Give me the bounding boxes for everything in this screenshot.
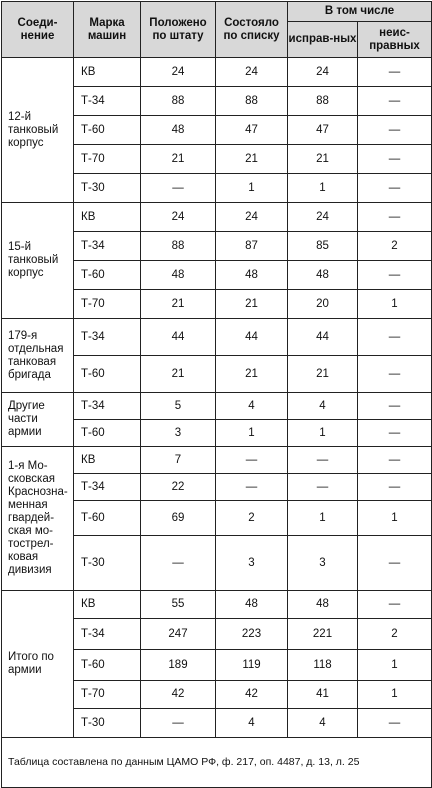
serviceable-cell: 85 <box>288 232 358 261</box>
on-hand-cell: 4 <box>216 709 288 738</box>
serviceable-cell: 3 <box>288 536 358 591</box>
table-row <box>2 393 432 420</box>
authorized-cell: 21 <box>141 145 216 174</box>
on-hand-cell: 3 <box>216 536 288 591</box>
serviceable-cell: 1 <box>288 501 358 536</box>
unserviceable-cell: — <box>358 356 432 393</box>
table-row <box>2 58 432 87</box>
serviceable-cell: 21 <box>288 145 358 174</box>
model-cell: Т-60 <box>74 420 141 447</box>
serviceable-cell: 48 <box>288 261 358 290</box>
unserviceable-cell: — <box>358 116 432 145</box>
authorized-cell: 48 <box>141 261 216 290</box>
header-unserviceable <box>358 22 432 58</box>
authorized-cell: — <box>141 174 216 203</box>
unserviceable-cell: 2 <box>358 232 432 261</box>
on-hand-cell: 24 <box>216 203 288 232</box>
header-authorized-text: Положено по штату <box>149 16 207 42</box>
serviceable-cell: 44 <box>288 319 358 356</box>
authorized-cell: 88 <box>141 232 216 261</box>
unserviceable-cell: — <box>358 536 432 591</box>
unit-name: 179-я отдельная танковая бригада <box>2 319 74 393</box>
authorized-cell: 247 <box>141 619 216 650</box>
unserviceable-cell: — <box>358 474 432 501</box>
unserviceable-cell: 1 <box>358 290 432 319</box>
authorized-cell: 3 <box>141 420 216 447</box>
model-cell: Т-70 <box>74 681 141 709</box>
unit-name: 15-й танковый корпус <box>2 203 74 319</box>
unserviceable-cell: — <box>358 58 432 87</box>
model-cell: Т-30 <box>74 174 141 203</box>
unserviceable-cell: 1 <box>358 681 432 709</box>
on-hand-cell: 42 <box>216 681 288 709</box>
serviceable-cell: 47 <box>288 116 358 145</box>
authorized-cell: 44 <box>141 319 216 356</box>
serviceable-cell: — <box>288 474 358 501</box>
on-hand-cell: 48 <box>216 591 288 619</box>
table-footer <box>2 738 432 788</box>
unit-name: 1-я Мо-сковская Краснозна-менная гвардей-ская мо-тострел-ковая дивизия <box>2 447 74 591</box>
on-hand-cell: 119 <box>216 650 288 681</box>
header-on-hand-text: Состояло по списку <box>223 16 280 42</box>
model-cell: Т-34 <box>74 474 141 501</box>
unit-name: Итого по армии <box>2 591 74 738</box>
model-cell: КВ <box>74 447 141 474</box>
authorized-cell: 88 <box>141 87 216 116</box>
unserviceable-cell: — <box>358 319 432 356</box>
header-unit-text: Соеди-нение <box>17 16 58 42</box>
header-unit <box>2 2 74 58</box>
table-body <box>2 58 432 738</box>
authorized-cell: 21 <box>141 356 216 393</box>
unit-name: Другие части армии <box>2 393 74 447</box>
unserviceable-cell: 1 <box>358 650 432 681</box>
model-cell: Т-30 <box>74 536 141 591</box>
authorized-cell: — <box>141 709 216 738</box>
authorized-cell: 189 <box>141 650 216 681</box>
unserviceable-cell: — <box>358 447 432 474</box>
authorized-cell: — <box>141 536 216 591</box>
table-row <box>2 591 432 619</box>
serviceable-cell: 21 <box>288 356 358 393</box>
model-cell: Т-34 <box>74 319 141 356</box>
on-hand-cell: 1 <box>216 174 288 203</box>
on-hand-cell: 44 <box>216 319 288 356</box>
table-row <box>2 447 432 474</box>
on-hand-cell: 2 <box>216 501 288 536</box>
serviceable-cell: 20 <box>288 290 358 319</box>
model-cell: Т-70 <box>74 290 141 319</box>
on-hand-cell: 21 <box>216 290 288 319</box>
authorized-cell: 48 <box>141 116 216 145</box>
on-hand-cell: — <box>216 447 288 474</box>
on-hand-cell: — <box>216 474 288 501</box>
unserviceable-cell: — <box>358 87 432 116</box>
serviceable-cell: 24 <box>288 58 358 87</box>
serviceable-cell: 48 <box>288 591 358 619</box>
model-cell: Т-60 <box>74 650 141 681</box>
serviceable-cell: 4 <box>288 393 358 420</box>
serviceable-cell: 1 <box>288 420 358 447</box>
authorized-cell: 55 <box>141 591 216 619</box>
authorized-cell: 7 <box>141 447 216 474</box>
serviceable-cell: — <box>288 447 358 474</box>
authorized-cell: 42 <box>141 681 216 709</box>
model-cell: Т-34 <box>74 87 141 116</box>
unserviceable-cell: — <box>358 709 432 738</box>
header-serviceable-text: исправ-ных <box>288 33 357 45</box>
header-including-text: В том числе <box>324 5 395 17</box>
model-cell: Т-30 <box>74 709 141 738</box>
on-hand-cell: 1 <box>216 420 288 447</box>
serviceable-cell: 221 <box>288 619 358 650</box>
on-hand-cell: 88 <box>216 87 288 116</box>
on-hand-cell: 48 <box>216 261 288 290</box>
model-cell: Т-34 <box>74 232 141 261</box>
model-cell: КВ <box>74 58 141 87</box>
serviceable-cell: 4 <box>288 709 358 738</box>
on-hand-cell: 87 <box>216 232 288 261</box>
model-cell: КВ <box>74 203 141 232</box>
unit-name: 12-й танковый корпус <box>2 58 74 203</box>
model-cell: КВ <box>74 591 141 619</box>
model-cell: Т-34 <box>74 619 141 650</box>
header-including <box>288 2 432 22</box>
model-cell: Т-70 <box>74 145 141 174</box>
serviceable-cell: 88 <box>288 87 358 116</box>
serviceable-cell: 1 <box>288 174 358 203</box>
authorized-cell: 24 <box>141 58 216 87</box>
table-row <box>2 319 432 356</box>
model-cell: Т-60 <box>74 501 141 536</box>
authorized-cell: 22 <box>141 474 216 501</box>
table-row <box>2 203 432 232</box>
serviceable-cell: 118 <box>288 650 358 681</box>
header-authorized <box>141 2 216 58</box>
header-model-text: Марка машин <box>87 16 127 42</box>
header-on-hand <box>216 2 288 58</box>
header-serviceable <box>288 22 358 58</box>
unserviceable-cell: 1 <box>358 501 432 536</box>
on-hand-cell: 223 <box>216 619 288 650</box>
unserviceable-cell: — <box>358 261 432 290</box>
authorized-cell: 5 <box>141 393 216 420</box>
on-hand-cell: 21 <box>216 356 288 393</box>
header-unserviceable-text: неис-правных <box>369 26 420 52</box>
on-hand-cell: 21 <box>216 145 288 174</box>
model-cell: Т-34 <box>74 393 141 420</box>
unserviceable-cell: — <box>358 420 432 447</box>
model-cell: Т-60 <box>74 116 141 145</box>
unserviceable-cell: — <box>358 203 432 232</box>
serviceable-cell: 41 <box>288 681 358 709</box>
table-header <box>2 2 432 58</box>
unserviceable-cell: 2 <box>358 619 432 650</box>
authorized-cell: 69 <box>141 501 216 536</box>
unserviceable-cell: — <box>358 393 432 420</box>
on-hand-cell: 4 <box>216 393 288 420</box>
unserviceable-cell: — <box>358 145 432 174</box>
unserviceable-cell: — <box>358 174 432 203</box>
model-cell: Т-60 <box>74 261 141 290</box>
on-hand-cell: 24 <box>216 58 288 87</box>
serviceable-cell: 24 <box>288 203 358 232</box>
header-model <box>74 2 141 58</box>
authorized-cell: 21 <box>141 290 216 319</box>
unserviceable-cell: — <box>358 591 432 619</box>
authorized-cell: 24 <box>141 203 216 232</box>
footnote: Таблица составлена по данным ЦАМО РФ, ф. 217, оп. 4487, д. 13, л. 25 <box>2 738 432 788</box>
tank-table <box>1 1 432 788</box>
on-hand-cell: 47 <box>216 116 288 145</box>
model-cell: Т-60 <box>74 356 141 393</box>
